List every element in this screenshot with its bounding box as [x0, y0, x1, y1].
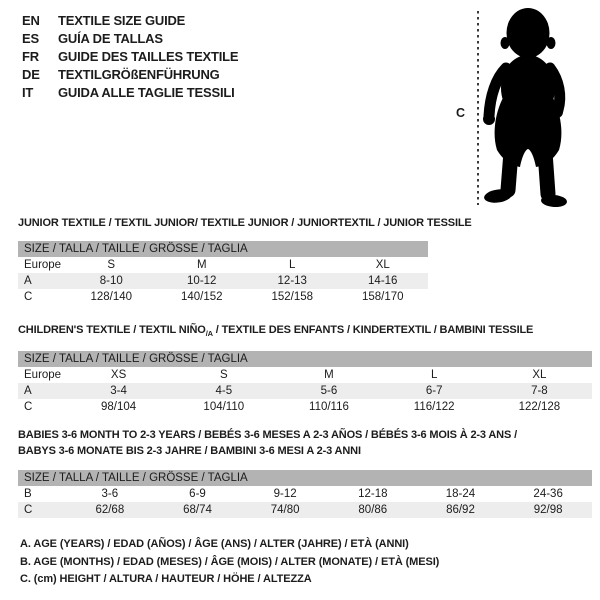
- children-size-table: [18, 351, 592, 415]
- size-cell: 152/158: [271, 291, 314, 303]
- size-header-row: [18, 351, 592, 367]
- size-cell: 5-6: [320, 385, 338, 398]
- table-row: [18, 399, 592, 415]
- language-row: [22, 48, 238, 66]
- table-row: [18, 502, 592, 518]
- size-cell: 122/128: [518, 401, 561, 414]
- size-cell: 14-16: [368, 275, 398, 287]
- size-header-row: [18, 241, 428, 257]
- footnotes: [20, 536, 439, 589]
- size-cell: 6-7: [425, 385, 443, 398]
- language-label: GUÍA DE TALLAS: [58, 31, 163, 46]
- language-label: GUIDE DES TAILLES TEXTILE: [58, 49, 239, 64]
- title-subscript: /A: [205, 329, 213, 339]
- height-measure-label: C: [456, 106, 466, 120]
- size-cell: 98/104: [101, 401, 137, 414]
- babies-textile-section: [18, 427, 592, 518]
- language-code: DE: [22, 67, 40, 82]
- junior-textile-section: [18, 216, 472, 305]
- size-cell: XL: [375, 259, 390, 271]
- size-cell: 140/152: [180, 291, 223, 303]
- row-label-cell: Europe: [24, 369, 62, 382]
- size-cell: 110/116: [309, 401, 349, 414]
- size-cell: 8-10: [99, 275, 123, 287]
- table-row: [18, 383, 592, 399]
- size-cell: 104/110: [203, 401, 245, 414]
- size-cell: L: [289, 259, 296, 271]
- size-cell: XL: [532, 369, 547, 382]
- children-textile-section: [18, 323, 592, 415]
- size-cell: S: [219, 369, 228, 382]
- language-code: ES: [22, 31, 39, 46]
- size-cell: 92/98: [533, 504, 563, 516]
- size-cell: 18-24: [445, 488, 476, 500]
- size-cell: 3-6: [101, 488, 119, 500]
- size-header-cell: SIZE / TALLA / TAILLE / GRÖSSE / TAGLIA: [18, 351, 592, 367]
- language-code: IT: [22, 85, 34, 100]
- size-cell: M: [196, 259, 207, 271]
- size-cell: 6-9: [189, 488, 206, 500]
- row-label-cell: A: [24, 385, 32, 398]
- size-cell: 158/170: [361, 291, 404, 303]
- footnote-age-months: B. AGE (MONTHS) / EDAD (MESES) / ÂGE (MOIS) / ALTER (MONATE) / ETÀ (MESI): [20, 555, 440, 568]
- language-row: [22, 12, 238, 30]
- language-label: TEXTILGRÖßENFÜHRUNG: [58, 67, 220, 82]
- language-row: [22, 30, 238, 48]
- title-line: BABYS 3-6 MONATE BIS 2-3 JAHRE / BAMBINI 3-6 MESI A 2-3 ANNI: [18, 445, 361, 457]
- size-cell: 12-13: [277, 275, 307, 287]
- size-cell: 74/80: [270, 504, 300, 516]
- language-label: TEXTILE SIZE GUIDE: [58, 13, 186, 28]
- size-cell: S: [107, 259, 116, 271]
- size-cell: 86/92: [446, 504, 475, 516]
- row-label-cell: C: [24, 504, 33, 516]
- row-label-cell: B: [24, 488, 32, 500]
- size-cell: 12-18: [358, 488, 388, 500]
- table-row: [18, 273, 428, 289]
- row-label-cell: C: [24, 291, 33, 303]
- table-row: [18, 367, 592, 383]
- size-cell: 7-8: [531, 385, 548, 398]
- size-cell: 10-12: [187, 275, 217, 287]
- language-label: GUIDA ALLE TAGLIE TESSILI: [58, 85, 235, 100]
- size-cell: XS: [110, 369, 127, 382]
- size-cell: 62/68: [95, 504, 125, 516]
- toddler-silhouette-icon: [440, 4, 600, 210]
- size-cell: 116/122: [413, 401, 455, 414]
- footnote-height: C. (cm) HEIGHT / ALTURA / HAUTEUR / HÖHE / ALTEZZA: [20, 573, 312, 585]
- table-row: [18, 486, 592, 502]
- size-cell: 24-36: [533, 488, 563, 500]
- size-cell: 4-5: [215, 385, 233, 398]
- language-code: FR: [22, 49, 39, 64]
- row-label-cell: C: [24, 401, 33, 414]
- babies-table-title: [18, 427, 592, 459]
- size-header-row: [18, 470, 592, 486]
- row-label-cell: A: [24, 275, 32, 287]
- title-line: BABIES 3-6 MONTH TO 2-3 YEARS / BEBÉS 3-6 MESES A 2-3 AÑOS / BÉBÉS 3-6 MOIS À 2-3 ANS /: [18, 429, 517, 441]
- children-table-title: [18, 323, 592, 341]
- junior-size-table: [18, 241, 428, 305]
- title-part: CHILDREN'S TEXTILE / TEXTIL NIÑO: [18, 324, 206, 336]
- size-cell: 80/86: [358, 504, 388, 516]
- size-cell: L: [430, 369, 438, 382]
- size-cell: M: [324, 369, 334, 382]
- footnote-age-years: A. AGE (YEARS) / EDAD (AÑOS) / ÂGE (ANS) / ALTER (JAHRE) / ETÀ (ANNI): [20, 538, 409, 550]
- row-label-cell: Europe: [24, 259, 62, 271]
- size-cell: 9-12: [273, 488, 297, 500]
- language-row: [22, 84, 238, 102]
- size-header-cell: SIZE / TALLA / TAILLE / GRÖSSE / TAGLIA: [18, 470, 592, 486]
- table-row: [18, 257, 428, 273]
- language-list: [22, 12, 238, 102]
- babies-size-table: [18, 470, 592, 518]
- size-cell: 68/74: [183, 504, 212, 516]
- language-row: [22, 66, 238, 84]
- size-header-cell: SIZE / TALLA / TAILLE / GRÖSSE / TAGLIA: [18, 241, 428, 257]
- title-part: / TEXTILE DES ENFANTS / KINDERTEXTIL / BAMBINI TESSILE: [212, 324, 534, 336]
- language-code: EN: [22, 13, 40, 28]
- size-cell: 128/140: [90, 291, 133, 303]
- size-cell: 3-4: [110, 385, 127, 398]
- table-row: [18, 289, 428, 305]
- junior-table-title: JUNIOR TEXTILE / TEXTIL JUNIOR/ TEXTILE JUNIOR / JUNIORTEXTIL / JUNIOR TESSILE: [18, 217, 472, 229]
- toddler-silhouette: [483, 8, 567, 208]
